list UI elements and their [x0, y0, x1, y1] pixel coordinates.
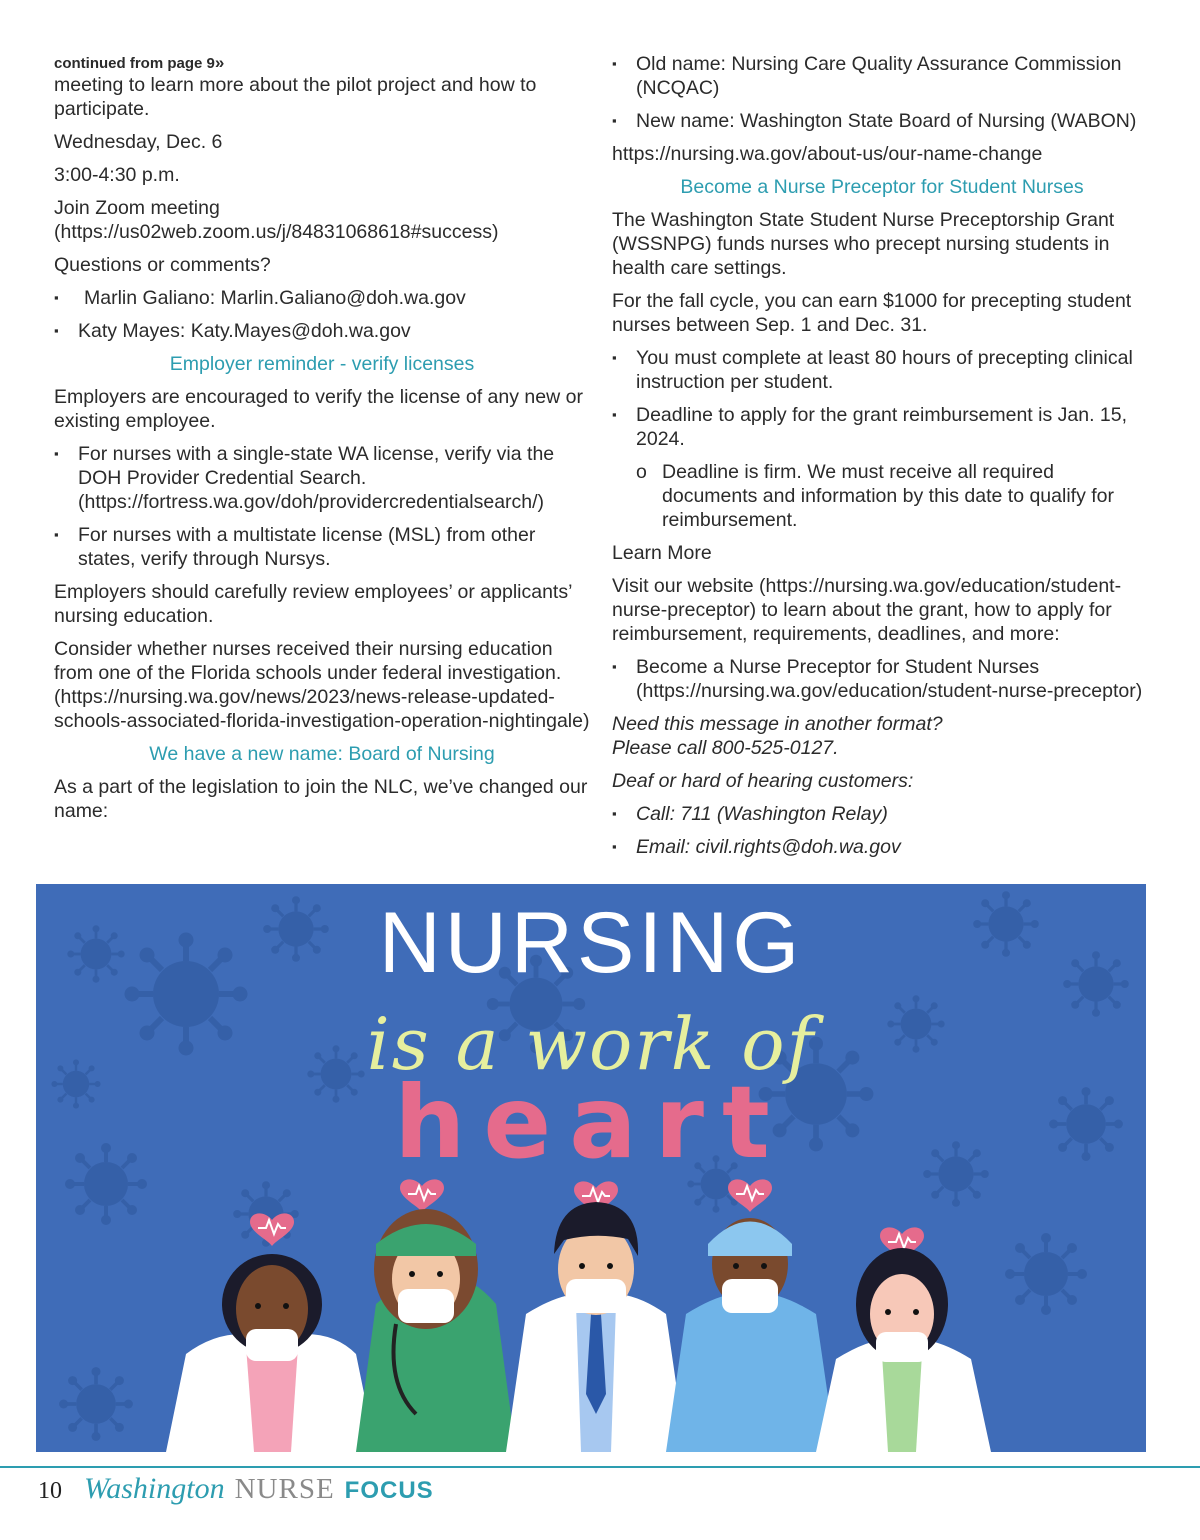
bullet-icon: ▪	[54, 323, 59, 338]
list-item-text: You must complete at least 80 hours of precepting clinical instruction per student.	[636, 347, 1133, 393]
employer-paragraph: Consider whether nurses received their nursing education from one of the Florida schools under federal investigation. (https://nursing.wa.gov/news/2023/news-release-updated-schools-associated-florida-investigation-operation-nightingale)	[54, 638, 590, 732]
visit-paragraph: Visit our website (https://nursing.wa.gov/education/student-nurse-preceptor) to learn about the grant, how to apply for reimbursement, requirements, deadlines, and more:	[612, 575, 1122, 645]
footer-divider	[0, 1466, 1200, 1468]
page-footer	[38, 1472, 434, 1512]
list-item	[54, 286, 590, 310]
learn-more-label: Learn More	[612, 542, 712, 564]
list-item	[636, 460, 1152, 532]
format-line: Need this message in another format?	[612, 713, 943, 735]
name-change-link[interactable]: https://nursing.wa.gov/about-us/our-name-change	[612, 143, 1043, 165]
zoom-link[interactable]: Join Zoom meeting (https://us02web.zoom.us/j/84831068618#success)	[54, 197, 499, 243]
deadline-sublist	[612, 460, 1152, 532]
bullet-icon: ▪	[54, 527, 59, 542]
preceptor-paragraph: The Washington State Student Nurse Preceptorship Grant (WSSNPG) funds nurses who precept nursing students in health care settings.	[612, 209, 1115, 279]
preceptor-list	[612, 346, 1152, 451]
list-item	[612, 835, 1152, 859]
bullet-icon: ▪	[54, 290, 59, 305]
preceptor-paragraph: For the fall cycle, you can earn $1000 for precepting student nurses between Sep. 1 and Dec. 31.	[612, 290, 1132, 336]
poster-emphasis: heart	[394, 1064, 788, 1181]
email-link[interactable]: Email: civil.rights@doh.wa.gov	[636, 836, 901, 858]
list-item	[54, 442, 590, 514]
list-item	[612, 403, 1152, 451]
brand-washington: Washington	[84, 1472, 225, 1505]
meeting-date: Wednesday, Dec. 6	[54, 131, 223, 153]
preceptor-link[interactable]: Become a Nurse Preceptor for Student Nurses (https://nursing.wa.gov/education/student-nurse-preceptor)	[636, 656, 1143, 702]
visit-list	[612, 655, 1152, 703]
page-number: 10	[38, 1478, 62, 1504]
contact-email-link[interactable]: Katy Mayes: Katy.Mayes@doh.wa.gov	[78, 320, 411, 342]
bullet-icon: ▪	[612, 806, 617, 821]
bullet-icon: ▪	[612, 350, 617, 365]
employer-list	[54, 442, 590, 571]
intro-paragraph: meeting to learn more about the pilot project and how to participate.	[54, 74, 537, 120]
bullet-icon: ▪	[612, 113, 617, 128]
employer-paragraph: Employers are encouraged to verify the license of any new or existing employee.	[54, 386, 583, 432]
list-item	[612, 109, 1152, 133]
continued-arrows: »	[214, 53, 225, 72]
name-paragraph: As a part of the legislation to join the NLC, we’ve changed our name:	[54, 776, 588, 822]
sub-bullet-marker: o	[636, 461, 647, 483]
list-item-text: Deadline is firm. We must receive all required documents and information by this date to qualify for reimbursement.	[662, 461, 1115, 531]
brand-nurse: NURSE	[234, 1473, 335, 1505]
section-heading-preceptor: Become a Nurse Preceptor for Student Nurses	[680, 176, 1084, 198]
poster-subtitle: is a work of	[366, 1002, 816, 1086]
list-item-text: For nurses with a multistate license (MSL) from other states, verify through Nursys.	[78, 524, 536, 570]
bullet-icon: ▪	[612, 56, 617, 71]
list-item-text: Old name: Nursing Care Quality Assurance Commission (NCQAC)	[636, 53, 1122, 99]
nursing-poster	[36, 884, 1146, 1452]
format-note	[612, 712, 1152, 760]
list-item	[612, 802, 1152, 826]
right-column	[612, 52, 1152, 868]
contact-list	[54, 286, 590, 343]
section-heading-employer: Employer reminder - verify licenses	[169, 353, 475, 375]
poster-title: NURSING	[378, 895, 804, 991]
questions-label: Questions or comments?	[54, 254, 271, 276]
section-heading-new-name: We have a new name: Board of Nursing	[149, 743, 495, 765]
employer-paragraph: Employers should carefully review employees’ or applicants’ nursing education.	[54, 581, 572, 627]
list-item	[612, 346, 1152, 394]
list-item	[54, 319, 590, 343]
name-list	[612, 52, 1152, 133]
bullet-icon: ▪	[612, 839, 617, 854]
bullet-icon: ▪	[54, 446, 59, 461]
meeting-time: 3:00-4:30 p.m.	[54, 164, 180, 186]
deaf-list	[612, 802, 1152, 859]
list-item-text: For nurses with a single-state WA license, verify via the DOH Provider Credential Search. (https://fortress.wa.gov/doh/providercredentialsearch/)	[78, 443, 555, 513]
bullet-icon: ▪	[612, 659, 617, 674]
continued-note	[54, 52, 590, 75]
list-item	[612, 655, 1152, 703]
left-column	[54, 52, 590, 832]
list-item-text: Call: 711 (Washington Relay)	[636, 803, 888, 825]
list-item-text: New name: Washington State Board of Nursing (WABON)	[636, 110, 1137, 132]
continued-text: continued from page 9	[54, 55, 215, 72]
contact-email-link[interactable]: Marlin Galiano: Marlin.Galiano@doh.wa.gov	[84, 287, 466, 309]
list-item	[54, 523, 590, 571]
brand-focus: FOCUS	[344, 1477, 434, 1504]
list-item-text: Deadline to apply for the grant reimbursement is Jan. 15, 2024.	[636, 404, 1128, 450]
format-phone: Please call 800-525-0127.	[612, 737, 839, 759]
list-item	[612, 52, 1152, 100]
bullet-icon: ▪	[612, 407, 617, 422]
deaf-label: Deaf or hard of hearing customers:	[612, 770, 914, 792]
